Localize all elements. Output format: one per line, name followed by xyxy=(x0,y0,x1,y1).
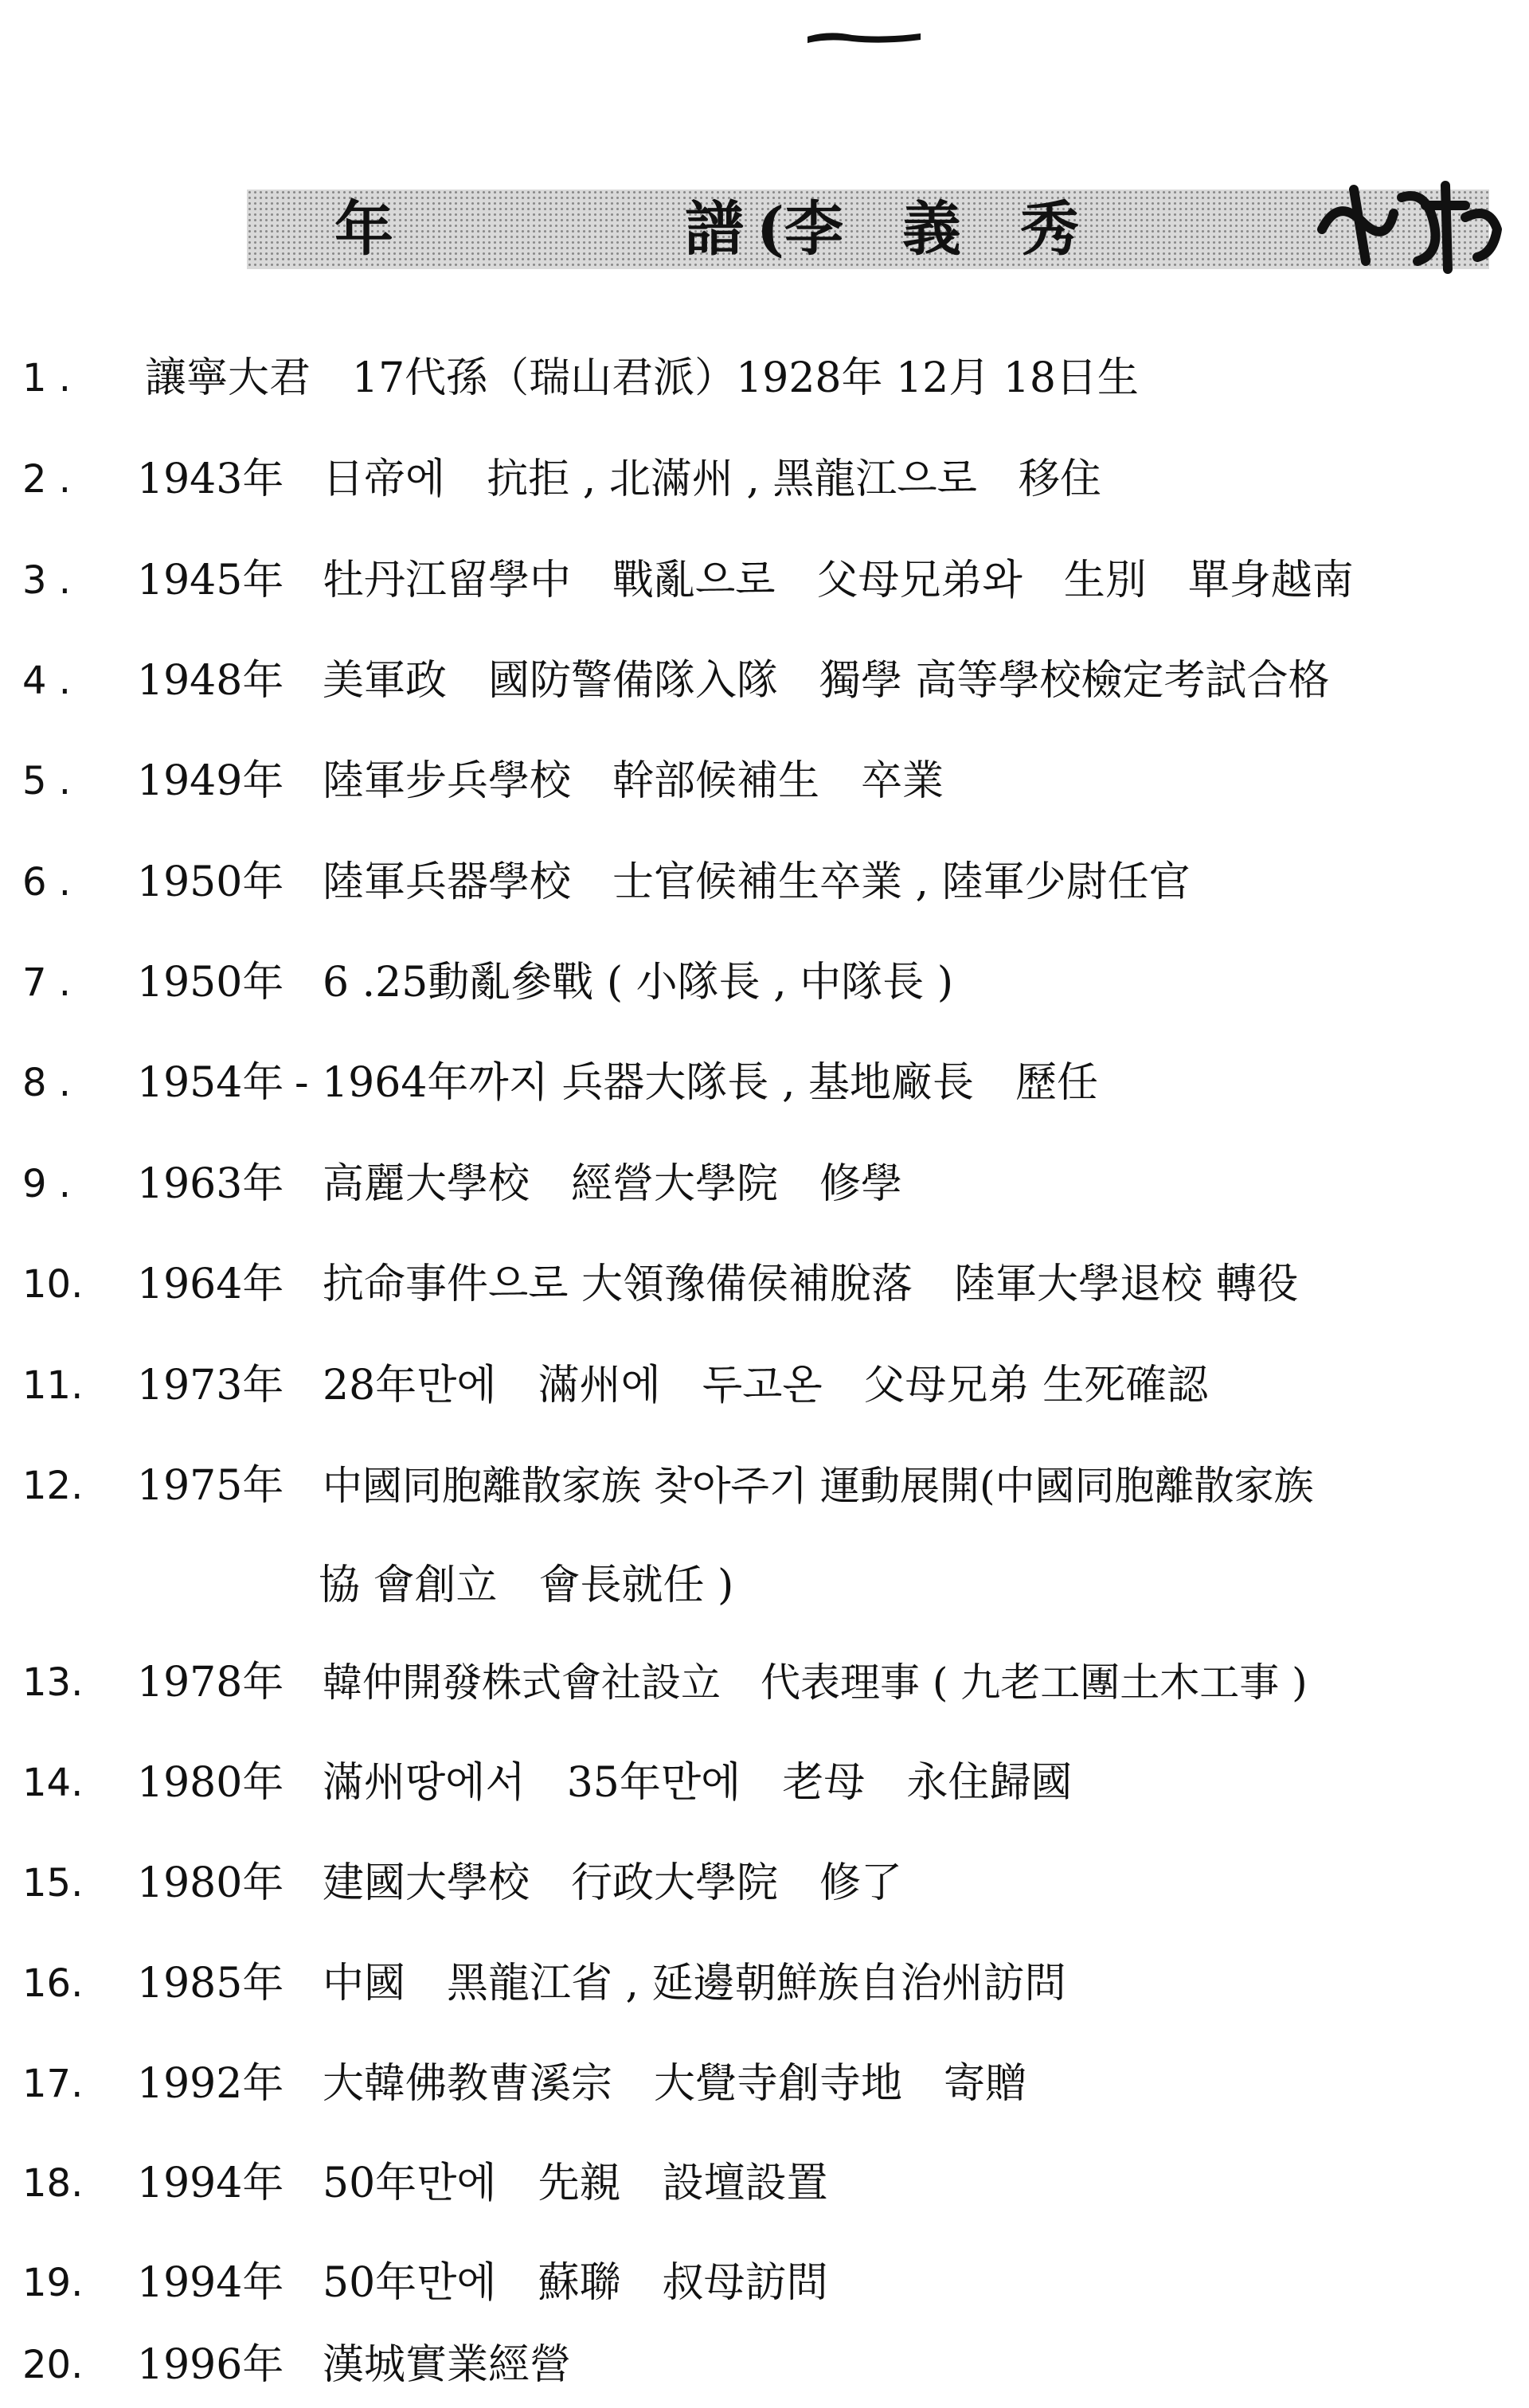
item-number: 9 . xyxy=(22,1162,72,1206)
item-text: 陸軍步兵學校 幹部候補生 卒業 xyxy=(323,757,944,805)
list-item xyxy=(0,1446,1529,1629)
item-number: 3 . xyxy=(22,558,72,603)
item-number: 14. xyxy=(22,1761,84,1805)
item-year: 1980年 xyxy=(137,1859,284,1907)
list-item xyxy=(0,1843,1529,1923)
item-year: 1950年 xyxy=(137,959,284,1007)
list-item xyxy=(0,1643,1529,1722)
title-part-chronicle: 譜 xyxy=(685,195,744,264)
list-item xyxy=(0,541,1529,620)
item-text: 韓仲開發株式會社設立 代表理事 ( 九老工團土木工事 ) xyxy=(323,1659,1308,1706)
item-text: 日帝에 抗拒 , 北滿州 , 黑龍江으로 移住 xyxy=(323,455,1101,503)
item-year: 1996年 xyxy=(137,2341,284,2389)
list-item xyxy=(0,1743,1529,1823)
item-year: 1950年 xyxy=(137,858,284,906)
list-item xyxy=(0,338,1529,418)
item-number: 10. xyxy=(22,1262,84,1307)
item-text-continued: 協 會創立 會長就任 ) xyxy=(319,1562,734,1609)
item-number: 16. xyxy=(22,1961,84,2006)
item-number: 19. xyxy=(22,2261,84,2305)
item-year: 1980年 xyxy=(137,1759,284,1807)
list-item xyxy=(0,1043,1529,1123)
list-item xyxy=(0,943,1529,1022)
item-text: 讓寧大君 17代孫（瑞山君派）1928年 12月 18日生 xyxy=(145,354,1139,402)
item-number: 17. xyxy=(22,2062,84,2106)
item-text: 建國大學校 行政大學院 修了 xyxy=(323,1859,903,1907)
item-text: 滿州땅에서 35年만에 老母 永住歸國 xyxy=(323,1759,1073,1807)
page-number-mark xyxy=(804,24,924,48)
item-year: 1963年 xyxy=(137,1160,284,1208)
list-item xyxy=(0,440,1529,519)
item-year: 1945年 xyxy=(137,557,284,604)
item-number: 5 . xyxy=(22,759,72,803)
item-number: 4 . xyxy=(22,659,72,703)
handwritten-signature xyxy=(1306,174,1505,277)
item-year: 1943年 xyxy=(137,455,284,503)
item-text: 美軍政 國防警備隊入隊 獨學 高等學校檢定考試合格 xyxy=(323,657,1330,705)
item-text: 陸軍兵器學校 士官候補生卒業 , 陸軍少尉任官 xyxy=(323,858,1191,906)
item-number: 15. xyxy=(22,1861,84,1906)
item-number: 7 . xyxy=(22,960,72,1005)
item-text: 中國同胞離散家族 찾아주기 運動展開(中國同胞離散家族 xyxy=(323,1463,1314,1509)
list-item xyxy=(0,2243,1529,2323)
item-year: 1994年 xyxy=(137,2160,284,2207)
title-part-name: (李 義 秀 xyxy=(757,195,1080,264)
item-number: 20. xyxy=(22,2343,84,2387)
item-number: 12. xyxy=(22,1464,84,1508)
list-item xyxy=(0,1245,1529,1324)
item-text: 牡丹江留學中 戰亂으로 父母兄弟와 生別 單身越南 xyxy=(323,557,1354,604)
item-year: 1992年 xyxy=(137,2060,284,2108)
item-year: 1948年 xyxy=(137,657,284,705)
list-item xyxy=(0,1944,1529,2023)
item-text: 抗命事件으로 大領豫備侯補脫落 陸軍大學退校 轉役 xyxy=(323,1261,1299,1308)
item-year: 1994年 xyxy=(137,2259,284,2307)
item-text: - 1964年까지 兵器大隊長 , 基地廠長 歷任 xyxy=(295,1059,1099,1107)
list-item xyxy=(0,2325,1529,2405)
item-year: 1985年 xyxy=(137,1960,284,2007)
item-year: 1964年 xyxy=(137,1261,284,1308)
list-item xyxy=(0,842,1529,922)
item-number: 13. xyxy=(22,1660,84,1705)
item-number: 18. xyxy=(22,2161,84,2206)
list-item xyxy=(0,741,1529,821)
item-year: 1975年 xyxy=(137,1462,284,1510)
list-item xyxy=(0,641,1529,721)
item-year: 1973年 xyxy=(137,1362,284,1409)
item-year: 1978年 xyxy=(137,1659,284,1706)
title-part-year: 年 xyxy=(334,195,393,264)
item-number: 6 . xyxy=(22,860,72,905)
item-number: 8 . xyxy=(22,1061,72,1105)
item-text: 28年만에 滿州에 두고온 父母兄弟 生死確認 xyxy=(323,1362,1209,1409)
list-item xyxy=(0,1346,1529,1425)
list-item xyxy=(0,2044,1529,2124)
item-text: 50年만에 先親 設壇設置 xyxy=(323,2160,828,2207)
item-text: 50年만에 蘇聯 叔母訪問 xyxy=(323,2259,828,2307)
item-number: 11. xyxy=(22,1363,84,1408)
item-year: 1954年 xyxy=(137,1059,284,1107)
item-number: 2 . xyxy=(22,457,72,502)
item-text: 大韓佛教曹溪宗 大覺寺創寺地 寄贈 xyxy=(323,2060,1027,2108)
item-text: 6 .25動亂參戰 ( 小隊長 , 中隊長 ) xyxy=(323,959,954,1007)
item-year: 1949年 xyxy=(137,757,284,805)
list-item xyxy=(0,2144,1529,2223)
item-text: 漢城實業經營 xyxy=(323,2341,572,2389)
item-text: 高麗大學校 經營大學院 修學 xyxy=(323,1160,903,1208)
item-text: 中國 黑龍江省 , 延邊朝鮮族自治州訪問 xyxy=(323,1960,1066,2007)
list-item xyxy=(0,1144,1529,1224)
item-number: 1 . xyxy=(22,356,72,401)
